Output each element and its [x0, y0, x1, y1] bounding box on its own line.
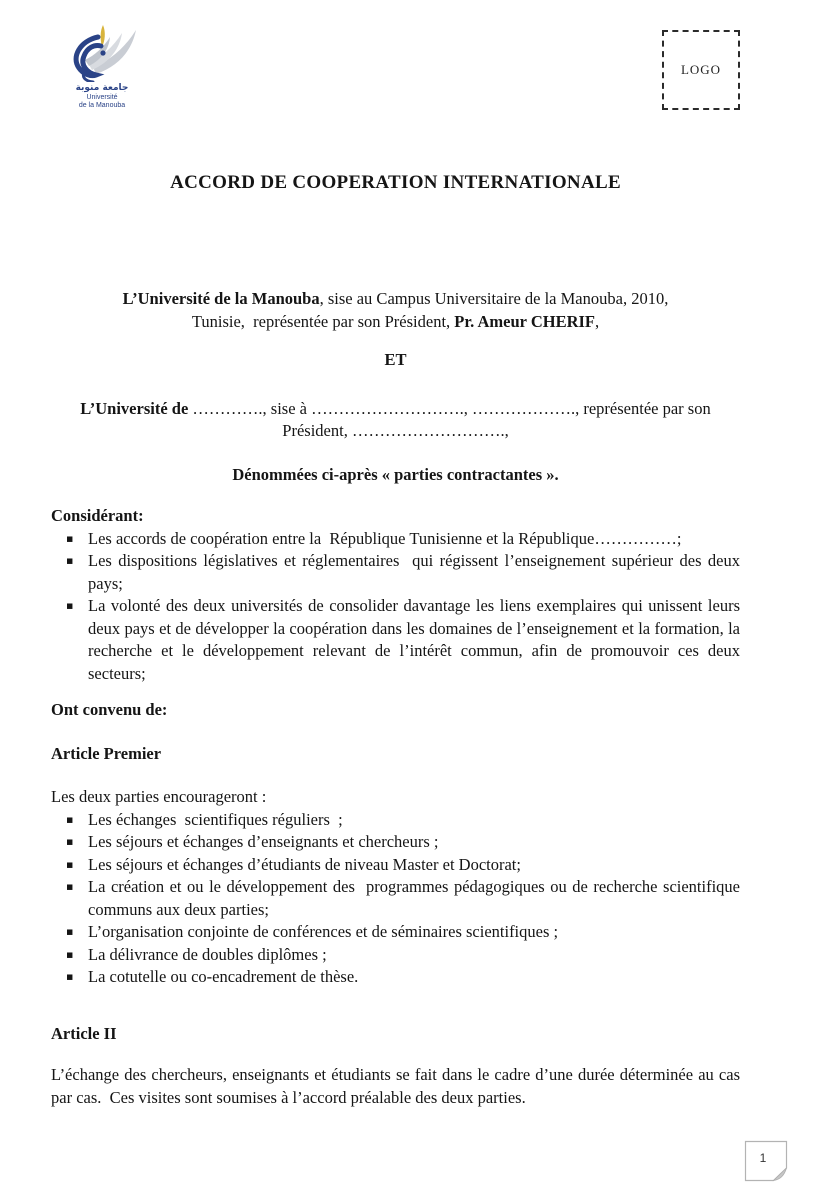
party1-paragraph — [51, 288, 740, 333]
list-item — [66, 944, 740, 967]
list-item — [66, 921, 740, 944]
document-content — [51, 0, 745, 1109]
article1-intro: Les deux parties encourageront : — [51, 787, 267, 806]
list-item-text: Les échanges scientifiques réguliers ; — [88, 809, 343, 829]
bullet-icon: ▪ — [66, 835, 74, 848]
page-corner-icon — [744, 1140, 788, 1182]
list-item — [66, 876, 745, 921]
party2-president-blank: Président, ………………………., — [282, 421, 509, 440]
bullet-icon: ▪ — [66, 599, 74, 612]
bullet-icon: ▪ — [66, 925, 74, 938]
list-item — [66, 854, 740, 877]
list-item-text: La délivrance de doubles diplômes ; — [88, 944, 327, 964]
considerant-list — [51, 528, 745, 686]
bullet-icon: ▪ — [66, 970, 74, 983]
list-item — [66, 550, 745, 595]
list-item — [66, 595, 745, 685]
university-name-line2: de la Manouba — [78, 102, 126, 109]
bullet-icon: ▪ — [66, 880, 74, 893]
party1-represented-by: Tunisie, représentée par son Président, — [191, 311, 455, 331]
bullet-icon: ▪ — [66, 531, 74, 545]
article2-body: L’échange des chercheurs, enseignants et étudiants se fait dans le cadre d’une durée déterminée au cas par cas. Ces visites sont soumises à l’accord préalable des deux parties. — [51, 1065, 745, 1107]
list-item — [66, 809, 740, 832]
list-item-text: Les séjours et échanges d’enseignants et chercheurs ; — [88, 832, 439, 851]
list-item — [66, 831, 740, 854]
document-title: ACCORD DE COOPERATION INTERNATIONALE — [170, 172, 621, 193]
list-item-text: Les accords de coopération entre la République Tunisienne et la République……………; — [88, 528, 682, 548]
logo-placeholder-label: LOGO — [680, 62, 722, 77]
party2-name: L’Université de — [80, 398, 193, 418]
list-item-text: La création et ou le développement des programmes pédagogiques ou de recherche scientifique communs aux deux parties; — [88, 877, 745, 919]
party1-president-name: Pr. Ameur CHERIF — [454, 311, 595, 331]
list-item — [66, 966, 740, 989]
party2-blanks: …………., sise à ………………………., ………………., représentée par son — [192, 398, 711, 418]
list-item-text: L’organisation conjointe de conférences et de séminaires scientifiques ; — [88, 922, 559, 941]
list-item-text: La cotutelle ou co-encadrement de thèse. — [88, 967, 359, 986]
bullet-icon: ▪ — [66, 812, 74, 826]
page-number-box — [744, 1140, 788, 1182]
denomination-line: Dénommées ci-après « parties contractantes ». — [232, 464, 559, 484]
party1-end: , — [595, 311, 600, 331]
bullet-icon: ▪ — [66, 857, 74, 871]
bullet-icon: ▪ — [66, 947, 74, 961]
list-item-text: Les séjours et échanges d’étudiants de niveau Master et Doctorat; — [88, 854, 521, 874]
list-item-text: Les dispositions législatives et réglementaires qui régissent l’enseignement supérieur des deux pays; — [88, 551, 745, 593]
bullet-icon: ▪ — [66, 554, 74, 567]
agreement-heading: Ont convenu de: — [51, 700, 168, 719]
list-item-text: La volonté des deux universités de consolider davantage les liens exemplaires qui unissent leurs deux pays et de développer la coopération dans les domaines de l’enseignement et la formation, la recherche et le développement relevant de l’intérêt commun, afin de promouvoir ces deux secteurs; — [88, 596, 745, 683]
page-number: 1 — [759, 1151, 767, 1165]
article2-heading: Article II — [51, 1023, 117, 1043]
list-item — [66, 528, 740, 551]
article1-list — [51, 809, 745, 989]
university-name-line1: Université — [86, 94, 118, 101]
conjunction-et: ET — [384, 350, 407, 369]
article1-heading: Article Premier — [51, 743, 162, 763]
party2-paragraph — [51, 398, 740, 443]
university-arabic-name: جامعة منوبة — [75, 83, 129, 93]
considerant-heading: Considérant: — [51, 506, 144, 525]
party1-address: , sise au Campus Universitaire de la Manouba, 2010, — [319, 289, 669, 308]
party1-name: L’Université de la Manouba — [122, 289, 320, 308]
